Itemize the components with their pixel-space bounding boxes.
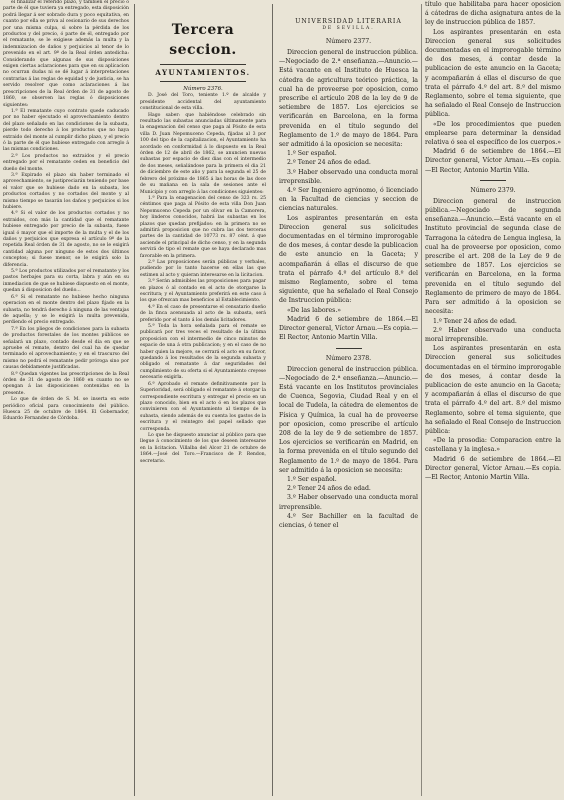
notice-separator xyxy=(336,348,362,349)
col1-paragraph: el finalizar el referido plazo, y también el precio ó parte de él que tuviera ya entregado, esta disposición podrá llegar á ser sobrado dura y poco equitativa, en cuanto por ella se priva al cesionario de sus derechos por una misma culpa, si sobre la pérdida de los productos y del precio, ó parte de él, entregado por el rematante, se le exigiese además la multa y la indemnizacion de daños y perjuicios al tenor de lo prevenido en el art. 9º de la Real órden antedicha: Considerando que algunas de sus disposiciones exigen ciertas aclaraciones para que en su aplicacion no ocurran dudas ni se dé lugar á interpretaciones contrarias á las reglas de equidad y de justicia, se ha servido resolver que como aclaraciones á las prescripciones de la Real órden de 31 de agosto de 1860, se observen las reglas ó disposiciones siguientes: xyxy=(3,0,129,108)
notice-signature: Madrid 6 de setiembre de 1864.—El Director general, Víctor Arnau.—Es copia.—El Rector, Antonio Martin Villa. xyxy=(425,455,561,481)
notice-theme: «De la prosodia: Comparacion entre la castellana y la inglesa.» xyxy=(425,437,561,454)
col2-paragraph: Lo que he dispuesto anunciar al público para que llegue á conocimiento de los que deseen interesarse en la licitacion. Villalba del Alcor 21 de octubre de 1864.—José del Toro.—Francisco de P. Rendon, secretario. xyxy=(140,432,266,464)
notice-continuation: título que habilitaba para hacer oposicion á cátedras de dicha asignatura antes de la ley de instruccion pública de 1857. xyxy=(425,1,561,27)
requirement-item: 2.º Tener 24 años de edad. xyxy=(287,159,371,167)
notice-signature: Madrid 6 de setiembre de 1864.—El Director general, Víctor Arnau.—Es copia.—El Rector, Antonio Martin Villa. xyxy=(279,315,418,342)
col1-paragraph: 6.ª Si el rematante no hubiese hecho ninguna operacion en el monte dentro del plazo fijado en la subasta, no tendrá derecho á ninguna de las ventajas de aquella; y se le exigirá la multa prevenida, perdiendo el precio entregado. xyxy=(3,294,129,326)
requirement-item: 1.º Ser español. xyxy=(287,475,337,483)
university-subheader: DE SEVILLA. xyxy=(322,26,375,31)
column-divider xyxy=(272,4,273,796)
col1-paragraph: 3.ª Expirado el plazo sin haber terminado el aprovechamiento, se justipreciarán teniendo por base el valor que se hubiese dado en la subasta, los productos cortados y no cortados del monte y al mismo tiempo se tasarán los daños y perjuicios si los hubiere. xyxy=(3,172,129,210)
col1-paragraph: 7.ª En los pliegos de condiciones para la subasta de productos forestales de los montes públicos se señalará un plazo, contado desde el dia en que se apruebe el remate, dentro del cual ha de quedar terminado el aprovechamiento; y en el trascurso del mismo no podrá el rematante pedir próroga sino por causas debidamente justificadas. xyxy=(3,326,129,371)
column-2 xyxy=(140,0,266,800)
col1-paragraph: 8.ª Quedan vigentes las prescripciones de la Real órden de 31 de agosto de 1860 en cuanto no se opongan á las disposiciones contenidas en la presente. xyxy=(3,371,129,396)
notice-signature: Madrid 6 de setiembre de 1864.—El Director general, Víctor Arnau.—Es copia.—El Rector, Antonio Martin Villa. xyxy=(425,148,561,174)
col1-paragraph: 2.ª Los productos no extraidos y el precio entregado por el rematante ceden en beneficio del dueño del monte. xyxy=(3,153,129,172)
section-title: Tercera seccion. xyxy=(169,22,237,58)
notice-body: Los aspirantes presentarán en esta Direccion general sus solicitudes documentadas en el improrogable término de dos meses, á contar desde la publicacion de este anuncio en la Gaceta; y acompañarán á ellas el discurso de que trata el párrafo 4.º del art. 8.º del mismo Reglamento, sobre el tema siguiente, que ha señalado el Real Consejo de Instruccion pública. xyxy=(425,28,561,119)
column-divider xyxy=(421,4,422,796)
subsection-title: AYUNTAMIENTOS. xyxy=(155,68,251,77)
col2-paragraph: 1.ª Para la enagenacion del censo de 323 rs. 25 céntimos que paga al Pósito de esta villa Don Juan Nepomuceno Cepeda por un olivar en la Camorera, hoy linderos conocidos, habrá las subastas en los plazos que quedan prefijados: en la primera no se admitirá proposicion que no cubra las dos terceras partes de la cantidad de 10773 rs. 87 cént. á que asciende el principal de dicho censo, y en la segunda servirá de tipo el remate que se haya declarado mas favorable en la primera. xyxy=(140,195,266,259)
col1-paragraph: 4.ª Si el valor de los productos cortados y no extraidos, con más la cantidad que el rematante hubiese entregado por precio de la subasta, fuese igual ó mayor que el importe de la multa y el de los daños y perjuicios que expresa el artículo 9º de la repetida Real órden de 31 de agosto, no se le exigirá cantidad alguna por ninguno de estos dos últimos conceptos; si fuese menor, se le exigirá solo la diferencia. xyxy=(3,211,129,268)
notice-intro: Direccion general de instruccion pública.—Negociado de segunda enseñanza.—Anuncio.—Está vacante en el Instituto provincial de segunda clase de Tarragona la cátedra de Lengua inglesa, la cual ha de proveerse por oposicion, como prescribe el art. 208 de la Ley de 9 de setiembre de 1857. Los ejercicios se verificarán en Barcelona, en la forma prevenida en el título segundo del Reglamento de primero de mayo de 1864. Para ser admitido á la oposicion se necesita: xyxy=(425,197,561,316)
notice-intro: Direccion general de instruccion pública.—Negociado de 2.ª enseñanza.—Anuncio.—Está vacante en el Instituto de Huesca la cátedra de agricultura teórico práctica, la cual ha de proveerse por oposicion, como prescribe el artículo 208 de la ley de 9 de setiembre de 1857. Los ejercicios se verificarán en Barcelona, en la forma prevenida en el título segundo del Reglamento de 1.º de mayo de 1864. Para ser admitido á la oposicion se necesita: xyxy=(279,49,418,149)
col2-paragraph: Hago saber: que habiéndose celebrado sin resultado las subastas anunciadas últimamente para la enagenacion del censo que paga al Pósito de esta villa D. Juan Nepomuceno Cepeda, fijadas al 3 por 100 del tipo de la capitalizacion, el Ayuntamiento ha acordado en conformidad á lo dispuesto en la Real órden de 12 de abril de 1862, se anuncien nuevas subastas por espacio de diez dias con el intermedio de dos meses, señalándose para la primera el dia 21 de diciembre de este año y para la segunda el 25 de febrero del próximo de 1865 á las horas de las doce de su mañana en la sala de sesiones ante el Municipio y con arreglo á las condiciones siguientes: xyxy=(140,112,266,195)
col2-paragraph: 5.ª Toda la hora señalada para el remate se publicará por tres veces el resultado de la última proposicion con el intermedio de cinco minutos de espacio de una á otra publicacion; y en el caso de no haber quien la mejore, se cerrará el acto en su favor, quedando á los resultados de la segunda subasta y obligado el rematante á dar seguridades del cumplimiento de su oferta si el Ayuntamiento creyese necesario exigirla. xyxy=(140,324,266,381)
subtitle-rule xyxy=(160,81,246,82)
notice-number: Número 2376. xyxy=(183,86,223,92)
notice-intro: Direccion general de instruccion pública.—Negociado de 2.ª enseñanza.—Anuncio.—Está vacante en los Institutos provinciales de Cuenca, Segovia, Ciudad Real y en el local de Tudela, la cátedra de elementos de Física y Química, la cual ha de proveerse por oposicion, como prescribe el artículo 208 de la ley de 9 de setiembre de 1857. Los ejercicios se verificarán en Madrid, en la forma prevenida en el título segundo del Reglamento de 1.º de mayo de 1864. Para ser admitido á la oposicion se necesita: xyxy=(279,365,418,474)
col2-paragraph: 4.ª En el caso de presentarse el censatario dueño de la finca acensuada al acto de la subasta, será preferido por el tanto á los demás licitadores. xyxy=(140,304,266,323)
col1-paragraph: 1.ª El rematante cuyo contrato quede caducado por no haber ejecutado el aprovechamiento dentro del plazo señalado en las condiciones de la subasta, pierde todo derecho á los productos que no haya extraido del monte al cumplir dicho plazo, y el precio ó la parte de él que hubiese entregado con arreglo á las mismas condiciones. xyxy=(3,108,129,153)
col2-paragraph: 3.ª Serán admisibles las proposiciones para pagar en plazos ó al contado en el acto de otorgarse la escritura; y el Ayuntamiento preferirá en este caso á los que ofrezcan mas beneficios al Establecimiento. xyxy=(140,279,266,304)
requirement-item: 3.º Haber observado una conducta moral irreprensible. xyxy=(279,168,418,185)
col1-paragraph: Lo que de órden de S. M. se inserta en este periódico oficial para conocimiento del público. Huesca 25 de octubre de 1864. El Gobernador, Eduardo Fernandez de Córdoba. xyxy=(3,397,129,422)
requirement-item: 2.º Tener 24 años de edad. xyxy=(287,485,371,493)
university-header: UNIVERSIDAD LITERARIA xyxy=(295,18,402,25)
requirement-item: 1.º Tener 24 años de edad. xyxy=(433,317,517,325)
requirement-item: 3.º Haber observado una conducta moral irreprensible. xyxy=(279,494,418,511)
notice-body: Los aspirantes presentarán en esta Direccion general sus solicitudes documentadas en el término improrogable de dos meses, á contar desde la publicacion de este anuncio en la Gaceta; y acompañarán á ellas el discurso de que trata el párrafo 4.º del art. 8.º del mismo Reglamento, sobre el tema siguiente, que ha señalado el Real Consejo de Instruccion pública: xyxy=(425,345,561,435)
col1-paragraph: 5.ª Los productos utilizados por el rematante y los pastos herbajes para su corta, labra y aún en su inmediacion de que se hubiese dispuesto en el monte, quedan á disposicion del dueño... xyxy=(3,269,129,294)
requirement-item: 4.º Ser Ingeniero agrónomo, ó licenciado en la Facultad de ciencias y seccion de ciencias naturales. xyxy=(279,187,418,213)
notice-body: Los aspirantes presentarán en esta Direccion general sus solicitudes documentadas en el término improrogable de dos meses, á contar desde la publicacion de este anuncio en la Gaceta; y acompañarán á ellas el discurso de que trata el párrafo 4.º del artículo 8.º del mismo Reglamento, sobre el tema siguiente, que ha señalado el Real Consejo de Instruccion pública: xyxy=(279,214,418,305)
col2-paragraph: 6.ª Aprobado el remate definitivamente por la Superioridad, será obligado el rematante á otorgar la correspondiente escritura y entregar el precio en un plazo conocido, bien en el acto ó en los plazos que convinieren con el Ayuntamiento al tiempo de la subasta, siendo además de su cuenta los gastos de la escritura y el reintegro del papel sellado que corresponda. xyxy=(140,381,266,432)
notice-number: Número 2377. xyxy=(325,38,372,45)
notice-theme: «De las labores.» xyxy=(287,306,342,314)
requirement-item: 4.º Ser Bachiller en la facultad de ciencias, ó tener el xyxy=(279,512,418,529)
column-divider xyxy=(134,4,135,796)
col2-paragraph: D. José del Toro, teniente 1.º de alcalde y presidente accidental del ayuntamiento constitucional de esta villa. xyxy=(140,93,266,112)
title-rule xyxy=(160,64,246,65)
column-1 xyxy=(3,0,129,800)
notice-number: Número 2379. xyxy=(470,186,516,194)
requirement-item: 2.º Haber observado una conducta moral irreprensible. xyxy=(425,326,561,343)
col2-paragraph: 2.ª Las proposiciones serán públicas y verbales, pudiendo por lo tanto hacerse en ellas las que estimen al acto y quieran interesarse en la licitacion. xyxy=(140,259,266,278)
column-4 xyxy=(425,0,561,800)
notice-separator xyxy=(480,180,506,181)
notice-theme: «De los procedimientos que pueden emplearse para determinar la densidad relativa ó sea el específico de los cuerpos.» xyxy=(425,120,561,147)
notice-number: Número 2378. xyxy=(325,354,372,362)
requirement-item: 1.º Ser español. xyxy=(287,150,337,158)
column-3 xyxy=(279,0,418,800)
